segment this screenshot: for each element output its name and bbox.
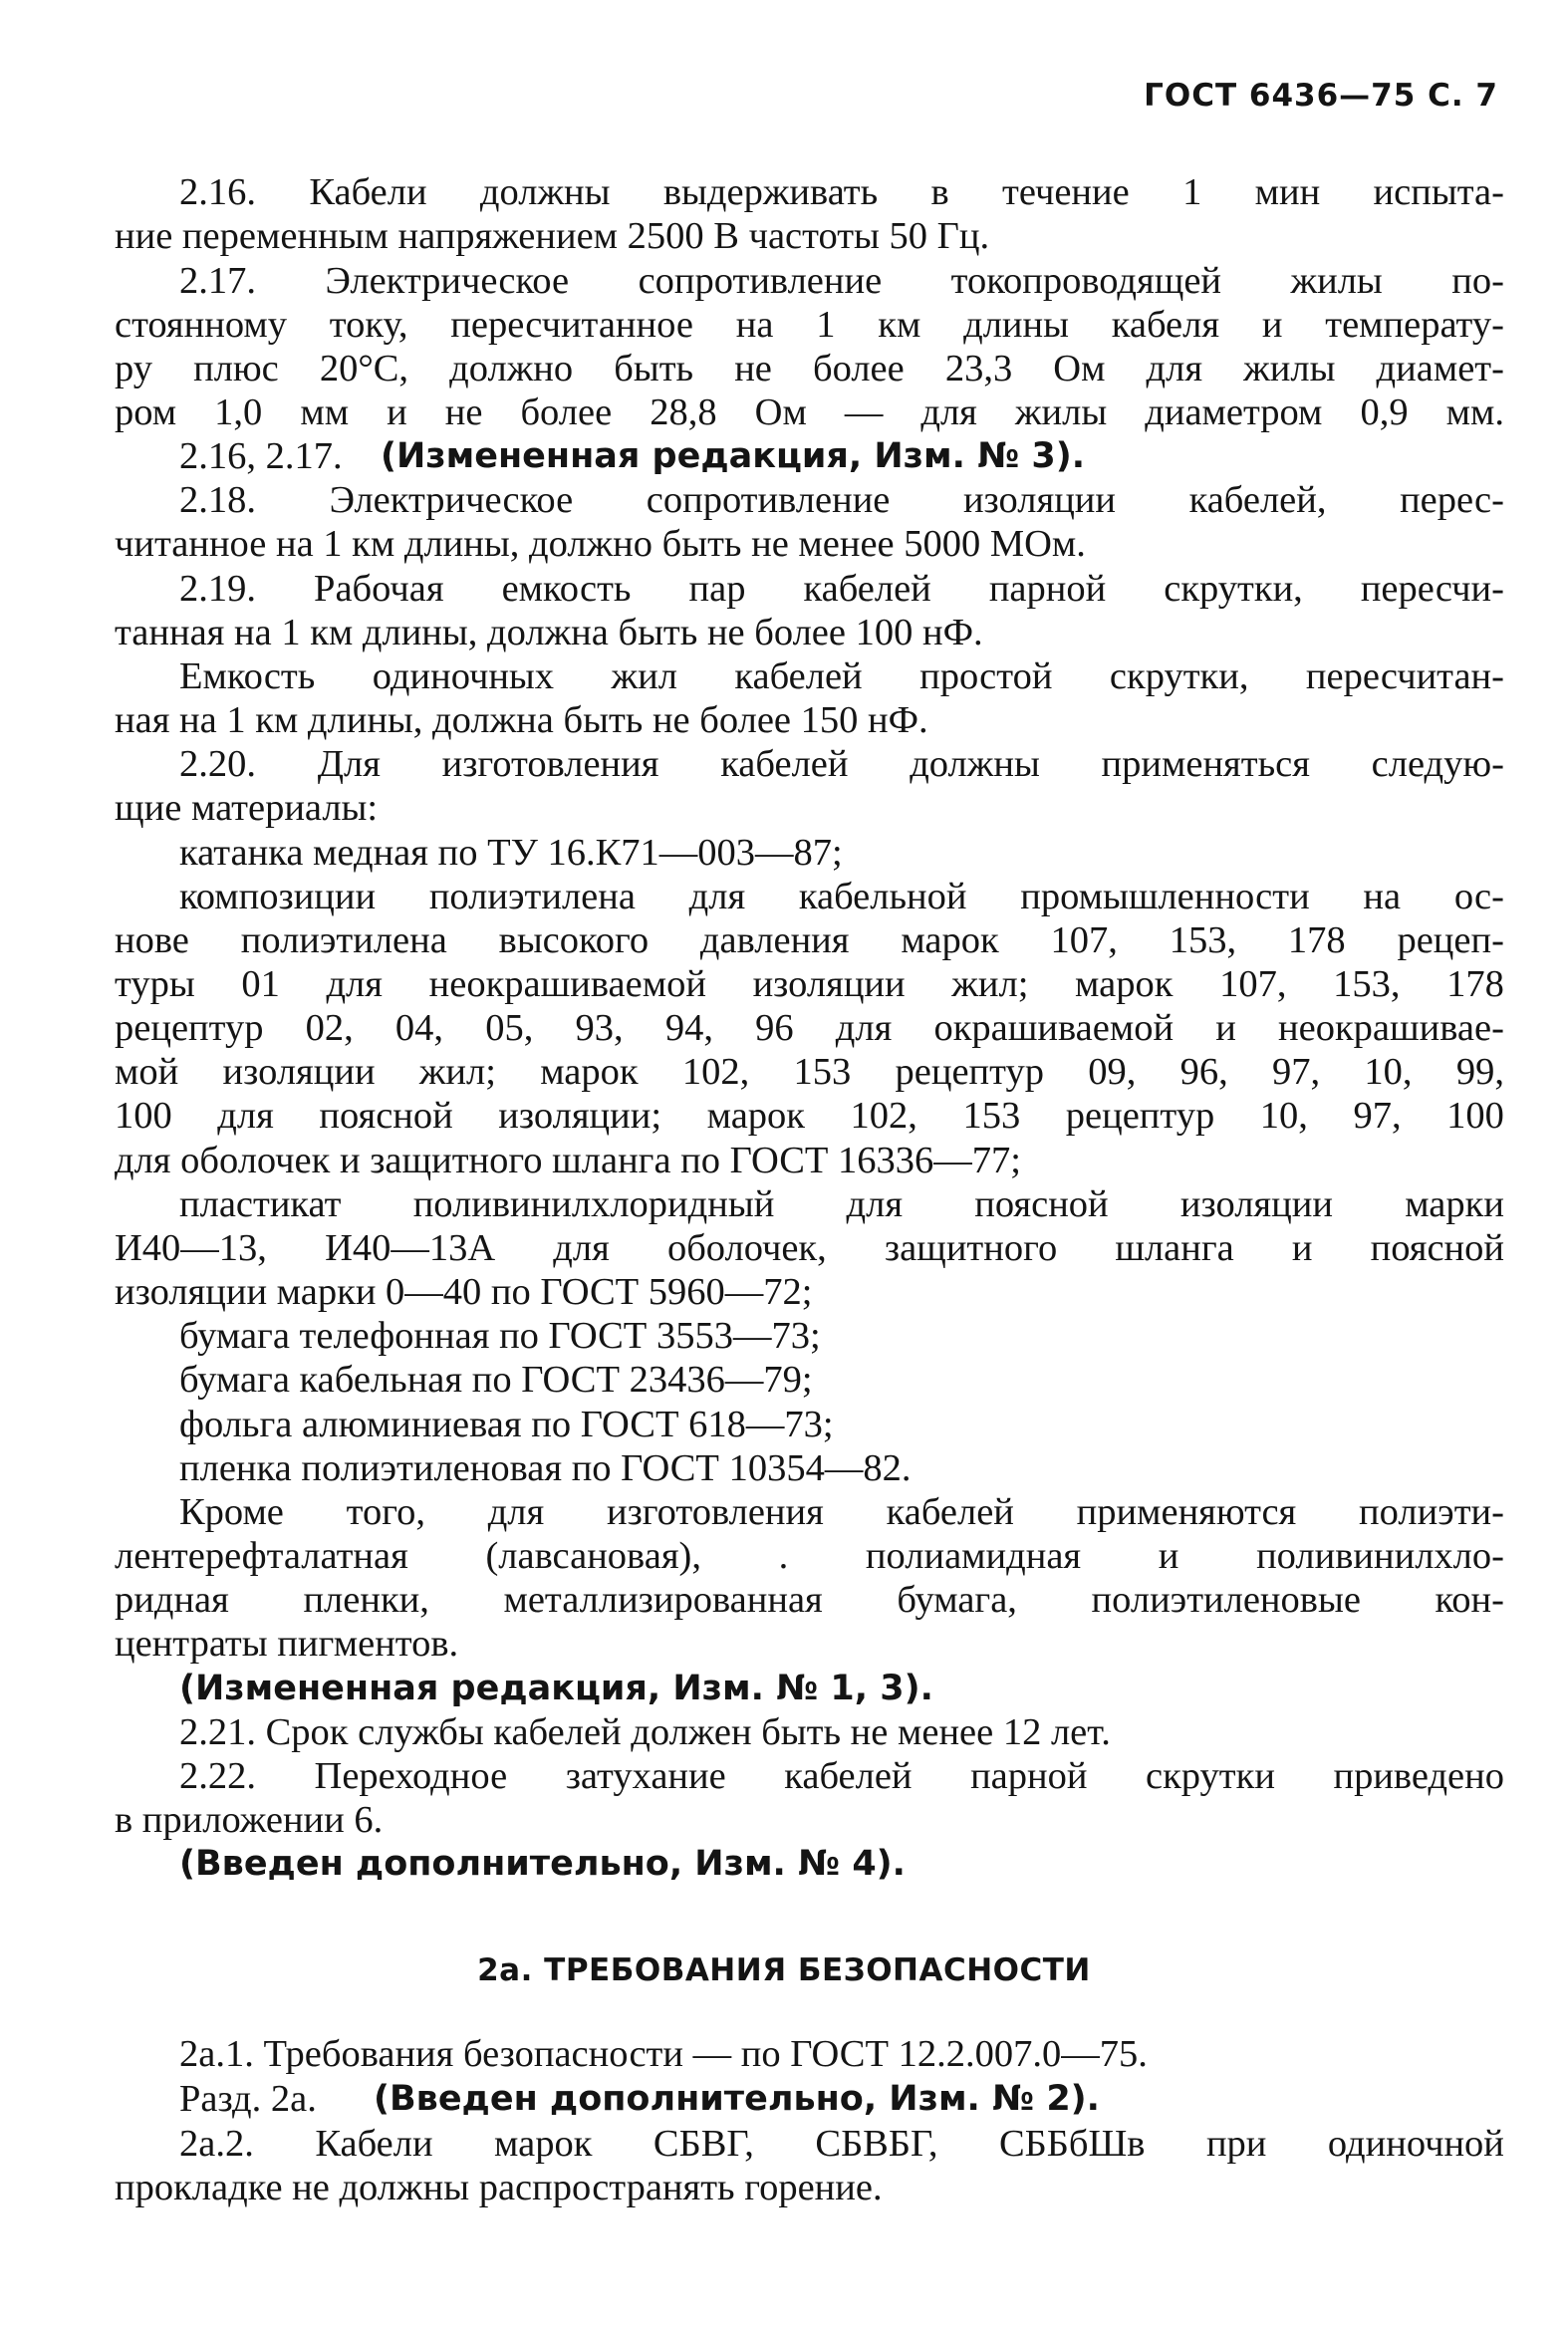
text-line [0, 1226, 1568, 1270]
text-line [0, 2122, 1568, 2166]
word: рецептур [895, 1051, 1044, 1093]
word: Кабели [309, 171, 427, 213]
text-line [0, 1578, 1568, 1622]
word: по- [1451, 260, 1504, 302]
word: . [778, 1535, 789, 1577]
word: 0,9 [1360, 391, 1409, 433]
word: Ом [754, 391, 807, 433]
line-text: читанное на 1 км длины, должно быть не менее 5000 МОм. [115, 523, 1086, 565]
word: Электрическое [325, 260, 570, 302]
word: не [734, 348, 772, 389]
line-text [115, 1534, 1504, 1578]
word: марок [706, 1095, 805, 1137]
text-line [0, 1270, 1568, 1314]
word: длины [963, 304, 1069, 346]
word: 94, [664, 1007, 713, 1049]
line-text [115, 918, 1504, 962]
line-text [179, 654, 1504, 698]
word: изоляции [1179, 1183, 1333, 1225]
word: изготовления [607, 1491, 824, 1533]
line-text [115, 1050, 1504, 1094]
word: окрашиваемой [933, 1007, 1175, 1049]
word: не [444, 391, 483, 433]
word: Электрическое [329, 479, 574, 521]
word: ром [115, 391, 177, 433]
word: Для [317, 743, 381, 785]
word: марки [1405, 1183, 1504, 1225]
word: 01 [241, 963, 280, 1005]
line-text: центраты пигментов. [115, 1623, 459, 1665]
text-line [0, 1754, 1568, 1798]
line-text [115, 390, 1504, 434]
word: 102, [681, 1051, 750, 1093]
word: поливинилхлоридный [412, 1183, 775, 1225]
word: 09, [1088, 1051, 1137, 1093]
word: СББбШв [998, 2123, 1146, 2165]
word: пересчитанное [450, 304, 693, 346]
word: сопротивление [638, 260, 883, 302]
word: жил; [951, 963, 1029, 1005]
word: кабелей [886, 1491, 1014, 1533]
line-text: фольга алюминиевая по ГОСТ 618—73; [179, 1404, 834, 1445]
word: марок [494, 2123, 593, 2165]
word: нове [115, 919, 189, 961]
text-line [0, 1006, 1568, 1050]
text-line [0, 434, 1568, 478]
line-text: пленка полиэтиленовая по ГОСТ 10354—82. [179, 1447, 912, 1489]
word: давления [699, 919, 850, 961]
text-line [0, 1842, 1568, 1886]
word: 04, [394, 1007, 444, 1049]
line-text [179, 259, 1504, 303]
word: 2.17. [179, 260, 256, 302]
word: при [1205, 2123, 1267, 2165]
section-heading: 2а. ТРЕБОВАНИЯ БЕЗОПАСНОСТИ [477, 1952, 1091, 1988]
word: парной [970, 1755, 1088, 1797]
word: марок [540, 1051, 639, 1093]
text-line [0, 1490, 1568, 1534]
word: кабелей, [1188, 479, 1327, 521]
page-header: ГОСТ 6436—75 С. 7 [1144, 78, 1498, 114]
line-text [179, 1182, 1504, 1226]
word: полиэтиленовые [1091, 1579, 1361, 1621]
word: 2.20. [179, 743, 256, 785]
line-text: катанка медная по ТУ 16.К71—003—87; [179, 832, 843, 874]
amendment-note: (Измененная редакция, Изм. № 1, 3). [179, 1669, 933, 1708]
word: туры [115, 963, 195, 1005]
word: сопротивление [646, 479, 891, 521]
text-line [0, 347, 1568, 390]
word: испыта- [1373, 171, 1504, 213]
word: Кроме [179, 1491, 284, 1533]
word: поливинилхло- [1256, 1535, 1504, 1577]
word: 153, [1333, 963, 1401, 1005]
word: и [1158, 1535, 1179, 1577]
word: приведено [1333, 1755, 1504, 1797]
word: 97, [1353, 1095, 1402, 1137]
text-line [0, 1534, 1568, 1578]
word: 100 [115, 1095, 172, 1137]
line-text [179, 1490, 1504, 1534]
word: оболочек, [666, 1227, 827, 1269]
word: быть [614, 348, 694, 389]
word: жил [611, 655, 677, 697]
word: следую- [1371, 743, 1504, 785]
text-line [0, 875, 1568, 918]
word: для [217, 1095, 274, 1137]
word: — [844, 391, 884, 433]
word: изоляции; [498, 1095, 662, 1137]
word: пленки, [303, 1579, 429, 1621]
word: рецеп- [1397, 919, 1504, 961]
word: 05, [485, 1007, 534, 1049]
text-line [0, 2166, 1568, 2209]
word: защитного [884, 1227, 1058, 1269]
text-line [0, 1667, 1568, 1710]
line-text: бумага телефонная по ГОСТ 3553—73; [179, 1315, 821, 1357]
word: кон- [1435, 1579, 1504, 1621]
word: 93, [575, 1007, 624, 1049]
word: мин [1254, 171, 1321, 213]
word: скрутки, [1109, 655, 1249, 697]
word: для [553, 1227, 610, 1269]
word: 2.18. [179, 479, 256, 521]
word: Переходное [314, 1755, 508, 1797]
word: изоляции [962, 479, 1117, 521]
word: 97, [1272, 1051, 1321, 1093]
word: токопроводящей [950, 260, 1222, 302]
word: жилы [1290, 260, 1383, 302]
word: пластикат [179, 1183, 342, 1225]
text-line [0, 1094, 1568, 1138]
amendment-note: (Введен дополнительно, Изм. № 4). [179, 1844, 906, 1884]
word: температу- [1325, 304, 1504, 346]
word: 178 [1446, 963, 1504, 1005]
text-line [0, 1798, 1568, 1842]
word: И40—13, [115, 1227, 267, 1269]
word: композиции [179, 876, 377, 917]
word: одиночных [372, 655, 555, 697]
line-text: прокладке не должны распространять горение. [115, 2167, 883, 2208]
text-line [0, 831, 1568, 875]
text-line [0, 786, 1568, 830]
text-line [0, 962, 1568, 1006]
word: промышленности [1020, 876, 1310, 917]
text-line [0, 742, 1568, 786]
word: на [735, 304, 774, 346]
line-text: в приложении 6. [115, 1799, 384, 1841]
word: мм [300, 391, 350, 433]
word: шланга [1115, 1227, 1234, 1269]
text-line [0, 567, 1568, 611]
line-text: бумага кабельная по ГОСТ 23436—79; [179, 1359, 813, 1401]
word: более [812, 348, 905, 389]
text-line [0, 390, 1568, 434]
word: полиэти- [1359, 1491, 1504, 1533]
word: неокрашиваемой [428, 963, 706, 1005]
line-text [179, 170, 1504, 214]
word: полиэтилена [428, 876, 636, 917]
line-text: изоляции марки 0—40 по ГОСТ 5960—72; [115, 1271, 813, 1313]
word: И40—13А [325, 1227, 496, 1269]
word: Емкость [179, 655, 316, 697]
word: диаметром [1145, 391, 1323, 433]
word: 153 [793, 1051, 852, 1093]
word: более [520, 391, 613, 433]
word: 2.22. [179, 1755, 256, 1797]
word: 10, [1259, 1095, 1308, 1137]
word: пересчи- [1360, 568, 1504, 610]
word: должно [449, 348, 574, 389]
text-line [0, 1358, 1568, 1402]
word: скрутки, [1164, 568, 1303, 610]
line-text [115, 962, 1504, 1006]
line-text [115, 1226, 1504, 1270]
line-text: 2.16, 2.17. [179, 435, 343, 477]
word: поясной [1370, 1227, 1504, 1269]
text-line [0, 654, 1568, 698]
word: 99, [1455, 1051, 1504, 1093]
word: 1,0 [214, 391, 263, 433]
word: плюс [193, 348, 279, 389]
text-line [0, 1622, 1568, 1666]
text-line [0, 170, 1568, 214]
word: марок [901, 919, 999, 961]
word: жил; [418, 1051, 496, 1093]
word: применяются [1076, 1491, 1297, 1533]
line-text [179, 2122, 1504, 2166]
line-text: 2.21. Срок службы кабелей должен быть не менее 12 лет. [179, 1711, 1111, 1753]
word: бумага, [897, 1579, 1017, 1621]
text-line [0, 303, 1568, 347]
word: СБВБГ, [815, 2123, 938, 2165]
word: и [387, 391, 407, 433]
word: 107, [1219, 963, 1287, 1005]
text-line [0, 698, 1568, 742]
word: высокого [498, 919, 650, 961]
word: изготовления [441, 743, 659, 785]
line-text [115, 1006, 1504, 1050]
word: для [920, 391, 977, 433]
word: 100 [1446, 1095, 1504, 1137]
word: стоянному [115, 304, 287, 346]
word: 23,3 [944, 348, 1013, 389]
word: в [930, 171, 949, 213]
word: для [846, 1183, 904, 1225]
word: изоляции [752, 963, 906, 1005]
word: должны [479, 171, 611, 213]
word: емкость [501, 568, 632, 610]
word: току, [329, 304, 408, 346]
word: и [1291, 1227, 1313, 1269]
word: поясной [319, 1095, 453, 1137]
word: рецептур [115, 1007, 264, 1049]
word: кабелей [784, 1755, 913, 1797]
text-line [0, 214, 1568, 258]
text-line [0, 2032, 1568, 2076]
word: 2.19. [179, 568, 256, 610]
word: для [1146, 348, 1203, 389]
word: жилы [1243, 348, 1336, 389]
word: 28,8 [650, 391, 717, 433]
word: затухание [565, 1755, 726, 1797]
word: скрутки [1146, 1755, 1275, 1797]
word: и [1261, 304, 1283, 346]
line-text [115, 1578, 1504, 1622]
word: применяться [1101, 743, 1310, 785]
word: металлизированная [503, 1579, 823, 1621]
word: того, [346, 1491, 425, 1533]
text-line [0, 478, 1568, 522]
word: мм. [1445, 391, 1504, 433]
word: кабельной [798, 876, 967, 917]
line-text [115, 1094, 1504, 1138]
word: должны [910, 743, 1040, 785]
word: лентерефталатная [115, 1535, 408, 1577]
word: течение [1002, 171, 1130, 213]
text-line [0, 611, 1568, 654]
word: 10, [1364, 1051, 1413, 1093]
word: для [487, 1491, 545, 1533]
word: 153, [1169, 919, 1237, 961]
line-text: для оболочек и защитного шланга по ГОСТ 16336—77; [115, 1140, 1021, 1181]
word: ос- [1453, 876, 1504, 917]
word: 2.16. [179, 171, 256, 213]
word: 107, [1050, 919, 1118, 961]
word: для [326, 963, 383, 1005]
word: кабеля [1111, 304, 1220, 346]
word: поясной [974, 1183, 1109, 1225]
word: 1 [1182, 171, 1202, 213]
text-line [0, 522, 1568, 566]
word: жилы [1014, 391, 1108, 433]
word: ру [115, 348, 152, 389]
word: ридная [115, 1579, 229, 1621]
word: СБВГ, [653, 2123, 754, 2165]
text-line [0, 1139, 1568, 1182]
word: 153 [962, 1095, 1021, 1137]
word: мой [115, 1051, 179, 1093]
word: перес- [1400, 479, 1504, 521]
word: полиэтилена [240, 919, 447, 961]
word: Рабочая [314, 568, 444, 610]
word: кабелей [734, 655, 863, 697]
text-line [0, 259, 1568, 303]
word: простой [919, 655, 1053, 697]
word: изоляции [222, 1051, 376, 1093]
text-line [0, 1446, 1568, 1490]
line-text [179, 875, 1504, 918]
text-line [0, 1403, 1568, 1446]
word: 96, [1179, 1051, 1228, 1093]
word: 2а.2. [179, 2123, 254, 2165]
word: (лавсановая), [485, 1535, 701, 1577]
word: полиамидная [865, 1535, 1082, 1577]
word: пересчитан- [1305, 655, 1504, 697]
word: одиночной [1327, 2123, 1504, 2165]
word: и [1215, 1007, 1236, 1049]
text-line [0, 2077, 1568, 2121]
word: Ом [1053, 348, 1106, 389]
word: 178 [1287, 919, 1346, 961]
line-text: щие материалы: [115, 787, 379, 829]
line-text [115, 347, 1504, 390]
text-line [0, 1182, 1568, 1226]
word: для [688, 876, 746, 917]
word: 20°С, [319, 348, 409, 389]
text-line [0, 1710, 1568, 1754]
word: парной [988, 568, 1107, 610]
amendment-note: (Введен дополнительно, Изм. № 2). [374, 2079, 1100, 2119]
line-text: ние переменным напряжением 2500 В частоты 50 Гц. [115, 215, 990, 257]
line-text [179, 742, 1504, 786]
line-text: ная на 1 км длины, должна быть не более 150 нФ. [115, 699, 928, 741]
word: на [1363, 876, 1402, 917]
text-line [0, 1314, 1568, 1358]
word: выдерживать [662, 171, 879, 213]
word: 1 [816, 304, 836, 346]
line-text [179, 478, 1504, 522]
line-text [179, 1754, 1504, 1798]
word: 02, [305, 1007, 354, 1049]
word: неокрашивае- [1278, 1007, 1504, 1049]
word: диамет- [1376, 348, 1504, 389]
line-text [179, 567, 1504, 611]
word: пар [688, 568, 746, 610]
word: Кабели [315, 2123, 433, 2165]
text-line [0, 918, 1568, 962]
word: 102, [850, 1095, 917, 1137]
word: 96 [755, 1007, 794, 1049]
word: рецептур [1065, 1095, 1215, 1137]
text-line [0, 1050, 1568, 1094]
line-text: 2а.1. Требования безопасности — по ГОСТ 12.2.007.0—75. [179, 2033, 1148, 2075]
line-text: танная на 1 км длины, должна быть не более 100 нФ. [115, 612, 983, 653]
word: кабелей [803, 568, 931, 610]
word: для [835, 1007, 893, 1049]
line-text [115, 303, 1504, 347]
amendment-note: (Измененная редакция, Изм. № 3). [381, 436, 1086, 476]
word: марок [1075, 963, 1174, 1005]
line-text: Разд. 2а. [179, 2078, 317, 2120]
word: кабелей [720, 743, 849, 785]
word: км [878, 304, 921, 346]
